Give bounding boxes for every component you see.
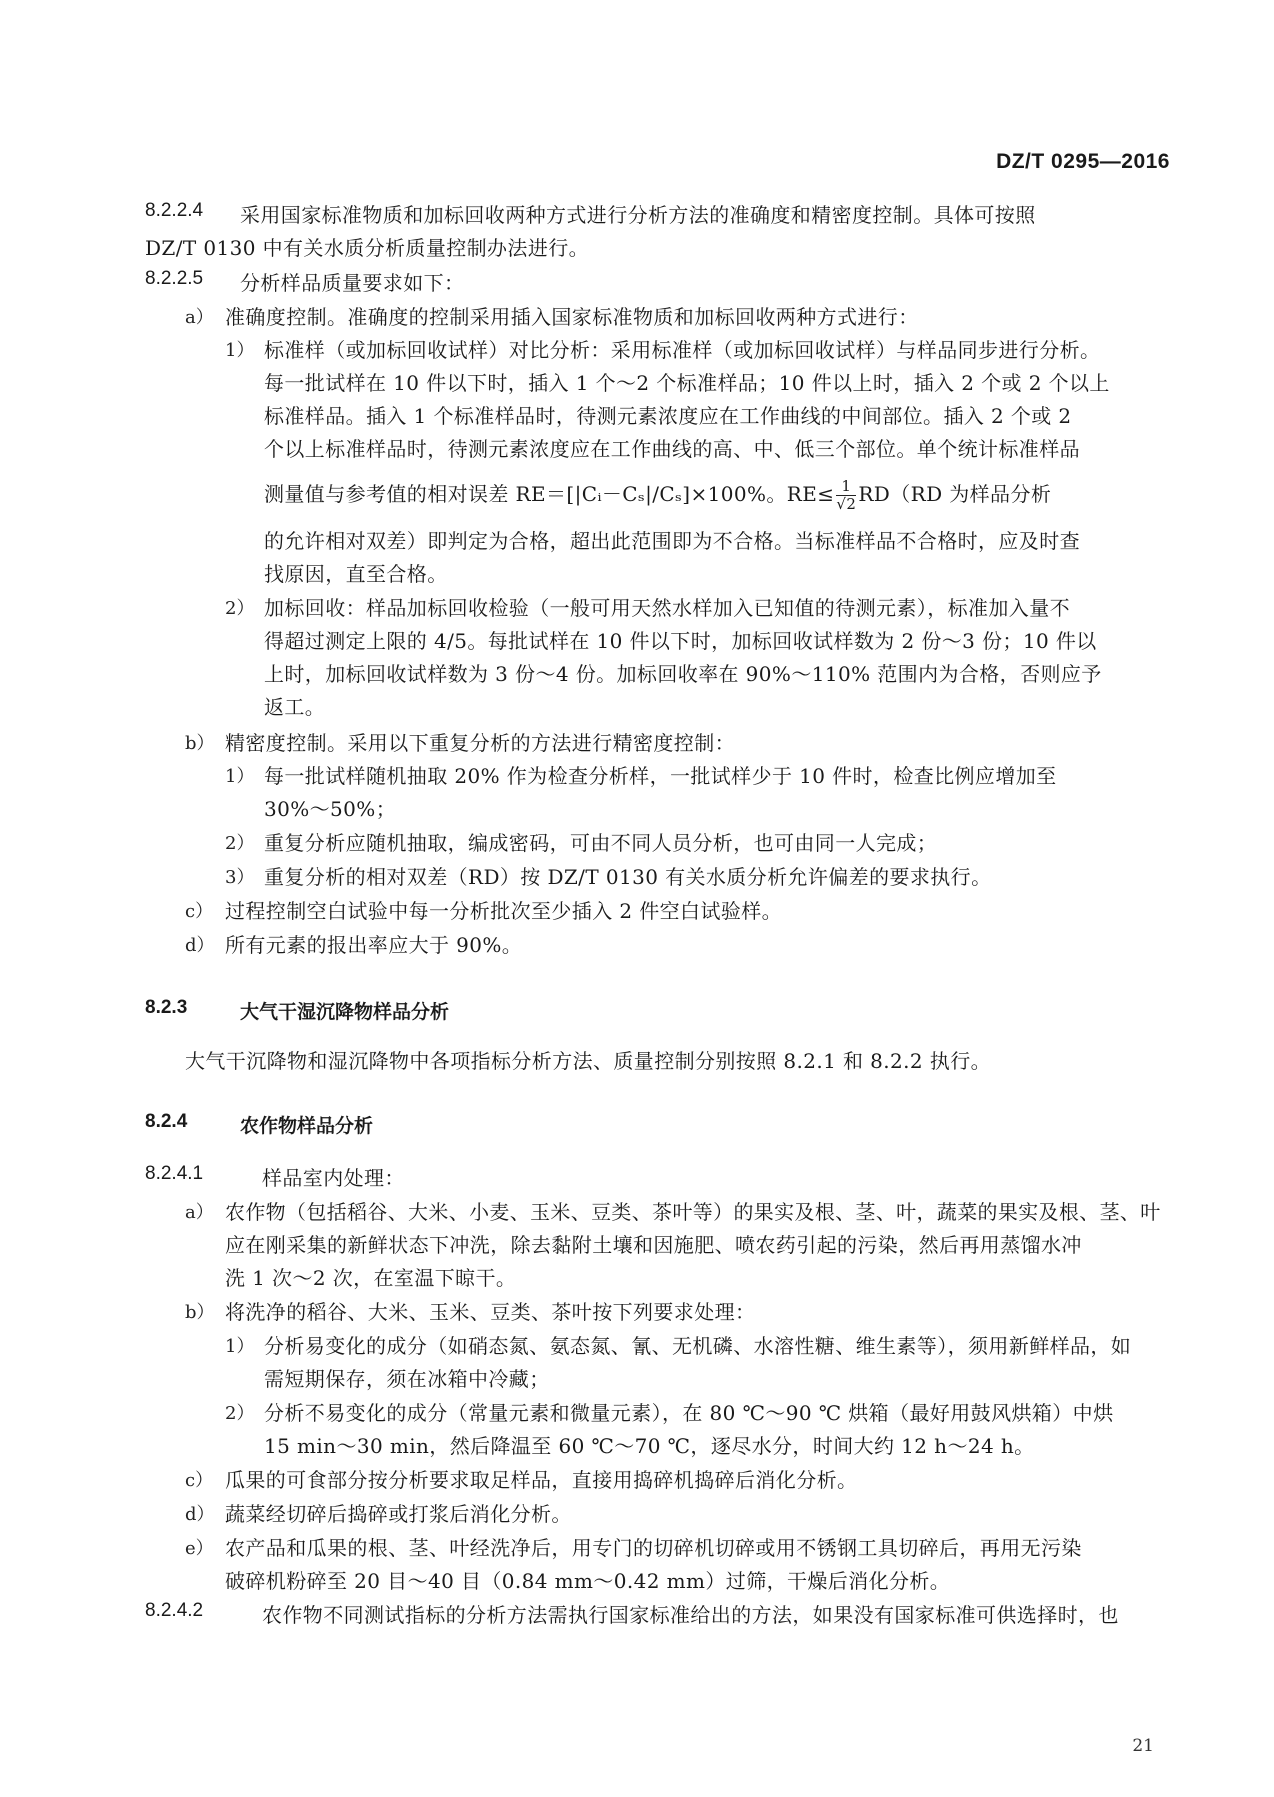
fraction-numerator: 1 xyxy=(836,478,856,496)
list-marker: 2） xyxy=(225,833,255,854)
list-item: 瓜果的可食部分按分析要求取足样品，直接用捣碎机捣碎后消化分析。 xyxy=(225,1468,858,1492)
list-item: 蔬菜经切碎后捣碎或打浆后消化分析。 xyxy=(225,1502,572,1526)
list-marker: a） xyxy=(185,307,214,328)
section-title: 大气干湿沉降物样品分析 xyxy=(240,1002,450,1023)
clause-number: 8.2.2.5 xyxy=(145,268,204,289)
list-item: 农产品和瓜果的根、茎、叶经洗净后，用专门的切碎机切碎或用不锈钢工具切碎后，再用无污染 xyxy=(225,1536,1082,1560)
list-item-line: 的允许相对双差）即判定为合格，超出此范围即为不合格。当标准样品不合格时，应及时查 xyxy=(264,529,1080,553)
clause-number: 8.2.4.2 xyxy=(145,1600,204,1621)
list-marker: b） xyxy=(185,733,215,754)
list-item-line: 应在刚采集的新鲜状态下冲洗，除去黏附土壤和因施肥、喷农药引起的污染，然后再用蒸馏水冲 xyxy=(225,1233,1082,1257)
list-item-line: 30%～50%； xyxy=(264,797,397,821)
list-item: 每一批试样随机抽取 20% 作为检查分析样，一批试样少于 10 件时，检查比例应增加至 xyxy=(264,764,1057,788)
paragraph-line: 样品室内处理： xyxy=(262,1166,405,1190)
list-item: 重复分析应随机抽取，编成密码，可由不同人员分析，也可由同一人完成； xyxy=(264,831,938,855)
paragraph-line: 农作物不同测试指标的分析方法需执行国家标准给出的方法，如果没有国家标准可供选择时，也 xyxy=(262,1603,1119,1627)
list-marker: 3） xyxy=(225,867,255,888)
list-marker: d） xyxy=(185,935,215,956)
page-number: 21 xyxy=(1132,1736,1154,1756)
list-item: 农作物（包括稻谷、大米、小麦、玉米、豆类、茶叶等）的果实及根、茎、叶，蔬菜的果实及根、茎、叶 xyxy=(225,1200,1161,1224)
list-item: 准确度控制。准确度的控制采用插入国家标准物质和加标回收两种方式进行： xyxy=(225,305,919,329)
list-item-line: 15 min～30 min，然后降温至 60 ℃～70 ℃，逐尽水分，时间大约 12 h～24 h。 xyxy=(264,1434,1035,1458)
paragraph-line: 采用国家标准物质和加标回收两种方式进行分析方法的准确度和精密度控制。具体可按照 xyxy=(240,203,1036,227)
list-item: 过程控制空白试验中每一分析批次至少插入 2 件空白试验样。 xyxy=(225,899,783,923)
formula-line xyxy=(264,478,1051,513)
list-item: 将洗净的稻谷、大米、玉米、豆类、茶叶按下列要求处理： xyxy=(225,1300,756,1324)
list-item: 标准样（或加标回收试样）对比分析：采用标准样（或加标回收试样）与样品同步进行分析。 xyxy=(264,338,1101,362)
section-title: 农作物样品分析 xyxy=(240,1116,374,1137)
section-number: 8.2.3 xyxy=(145,997,188,1018)
list-item: 精密度控制。采用以下重复分析的方法进行精密度控制： xyxy=(225,731,735,755)
list-marker: c） xyxy=(185,1470,214,1491)
formula-text: RD（RD 为样品分析 xyxy=(858,482,1052,506)
list-item-line: 上时，加标回收试样数为 3 份～4 份。加标回收率在 90%～110% 范围内为合格，否则应予 xyxy=(264,662,1102,686)
fraction xyxy=(836,478,856,513)
list-marker: c） xyxy=(185,901,214,922)
formula-text: 测量值与参考值的相对误差 RE＝[|Cᵢ－Cₛ|/Cₛ]×100%。RE≤ xyxy=(264,482,835,506)
list-marker: e） xyxy=(185,1538,214,1559)
list-item: 所有元素的报出率应大于 90%。 xyxy=(225,933,523,957)
list-marker: d） xyxy=(185,1504,215,1525)
list-item: 分析不易变化的成分（常量元素和微量元素），在 80 ℃～90 ℃ 烘箱（最好用鼓风烘箱）中烘 xyxy=(264,1401,1114,1425)
list-item-line: 洗 1 次～2 次，在室温下晾干。 xyxy=(225,1266,517,1290)
fraction-denominator: √2 xyxy=(836,495,857,513)
list-marker: 2） xyxy=(225,1403,255,1424)
standard-number: DZ/T 0295—2016 xyxy=(996,150,1170,173)
section-number: 8.2.4 xyxy=(145,1111,188,1132)
list-item-line: 每一批试样在 10 件以下时，插入 1 个～2 个标准样品；10 件以上时，插入 2 个或 2 个以上 xyxy=(264,371,1110,395)
list-item: 重复分析的相对双差（RD）按 DZ/T 0130 有关水质分析允许偏差的要求执行。 xyxy=(264,865,992,889)
list-marker: 2） xyxy=(225,598,255,619)
paragraph-line: DZ/T 0130 中有关水质分析质量控制办法进行。 xyxy=(145,236,590,260)
list-marker: a） xyxy=(185,1202,214,1223)
paragraph-line: 大气干沉降物和湿沉降物中各项指标分析方法、质量控制分别按照 8.2.1 和 8.2.2 执行。 xyxy=(185,1049,992,1073)
list-marker: 1） xyxy=(225,340,255,361)
list-marker: b） xyxy=(185,1302,215,1323)
list-item-line: 标准样品。插入 1 个标准样品时，待测元素浓度应在工作曲线的中间部位。插入 2 个或 2 xyxy=(264,404,1072,428)
list-item: 加标回收：样品加标回收检验（一般可用天然水样加入已知值的待测元素），标准加入量不 xyxy=(264,596,1070,620)
list-marker: 1） xyxy=(225,766,255,787)
list-item-line: 找原因，直至合格。 xyxy=(264,562,448,586)
list-item-line: 破碎机粉碎至 20 目～40 目（0.84 mm～0.42 mm）过筛，干燥后消化分析。 xyxy=(225,1569,951,1593)
clause-number: 8.2.4.1 xyxy=(145,1163,204,1184)
clause-number: 8.2.2.4 xyxy=(145,200,204,221)
list-item-line: 个以上标准样品时，待测元素浓度应在工作曲线的高、中、低三个部位。单个统计标准样品 xyxy=(264,437,1080,461)
list-item-line: 需短期保存，须在冰箱中冷藏； xyxy=(264,1367,550,1391)
list-item-line: 得超过测定上限的 4/5。每批试样在 10 件以下时，加标回收试样数为 2 份～3 份；10 件以 xyxy=(264,629,1097,653)
list-item: 分析易变化的成分（如硝态氮、氨态氮、氰、无机磷、水溶性糖、维生素等），须用新鲜样品，如 xyxy=(264,1334,1132,1358)
list-item-line: 返工。 xyxy=(264,695,326,719)
paragraph-line: 分析样品质量要求如下： xyxy=(240,271,465,295)
list-marker: 1） xyxy=(225,1336,255,1357)
